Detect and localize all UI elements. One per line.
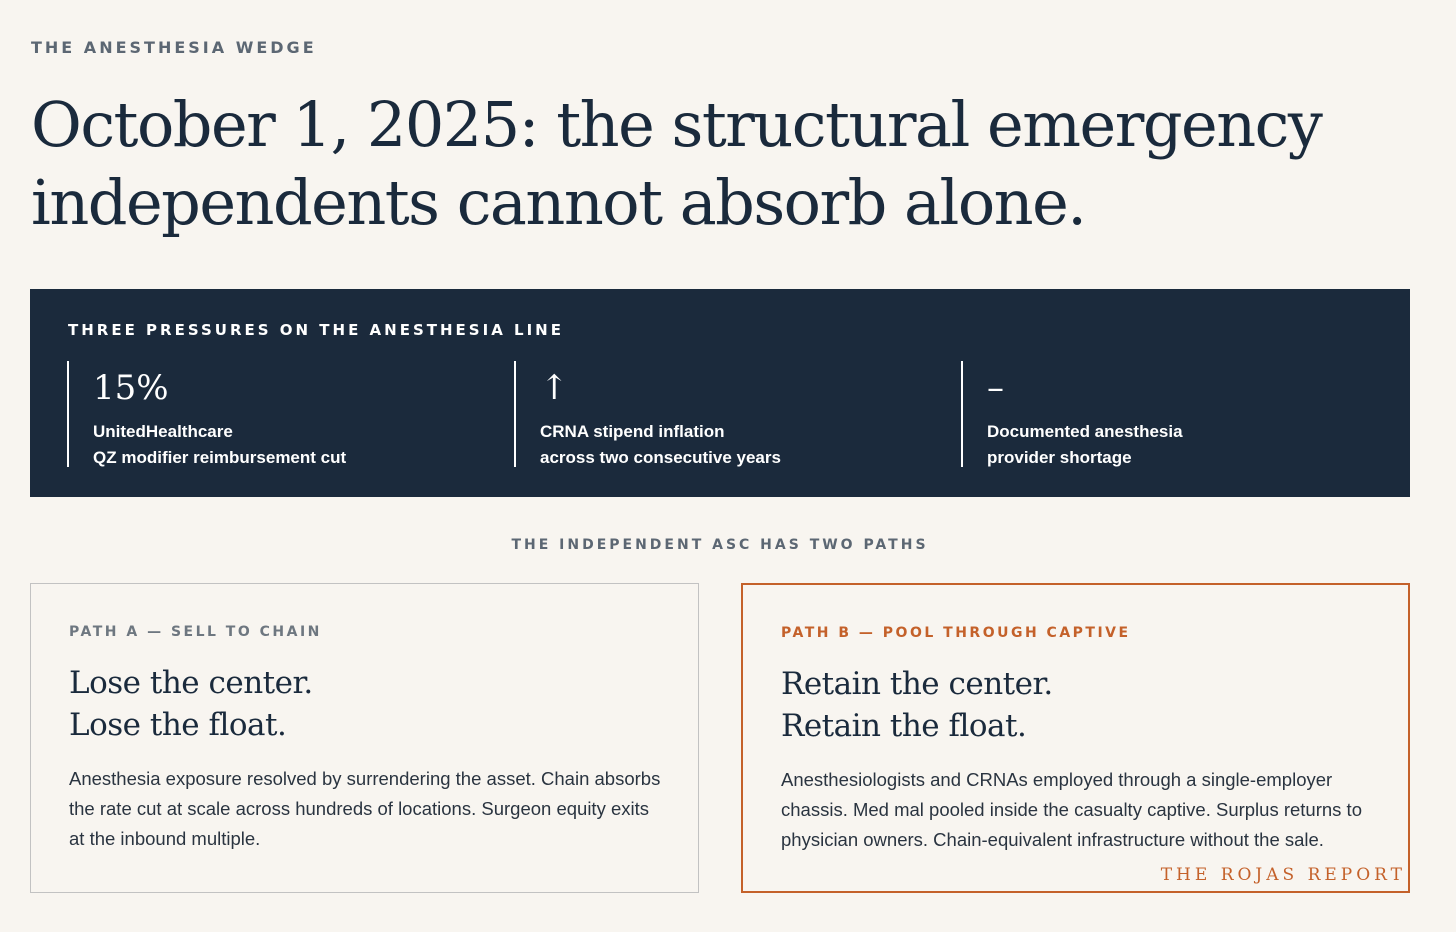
- path-a-label: PATH A — SELL TO CHAIN: [69, 624, 322, 640]
- stat-description-line: QZ modifier reimbursement cut: [93, 448, 347, 467]
- paths-heading: THE INDEPENDENT ASC HAS TWO PATHS: [511, 537, 929, 553]
- stat-description-line: CRNA stipend inflation: [540, 422, 725, 441]
- page-headline: [31, 86, 1331, 242]
- headline-line-1: October 1, 2025: the structural emergency: [31, 88, 1322, 161]
- path-a-card: [30, 583, 699, 893]
- stat-crna-inflation: [514, 361, 934, 467]
- stat-reimbursement-cut: [67, 361, 487, 467]
- path-b-card: [741, 583, 1410, 893]
- stat-provider-shortage: [961, 361, 1381, 467]
- stat-value: 15%: [93, 368, 169, 408]
- path-a-title-line: Lose the center.: [69, 665, 313, 701]
- stat-description: [93, 419, 487, 471]
- pressures-panel: [30, 289, 1410, 497]
- path-b-title-line: Retain the center.: [781, 666, 1053, 702]
- path-a-title-line: Lose the float.: [69, 707, 287, 743]
- stat-description-line: Documented anesthesia: [987, 422, 1183, 441]
- pressures-title: THREE PRESSURES ON THE ANESTHESIA LINE: [68, 321, 564, 339]
- headline-line-2: independents cannot absorb alone.: [31, 166, 1086, 239]
- stat-description-line: across two consecutive years: [540, 448, 781, 467]
- path-b-title: [781, 663, 1053, 747]
- path-a-body: Anesthesia exposure resolved by surrendering the asset. Chain absorbs the rate cut at scale across hundreds of locations. Surgeon equity exits at the inbound multiple.: [69, 768, 661, 849]
- up-arrow-icon: ↑: [540, 368, 569, 408]
- stat-description: [987, 419, 1381, 471]
- stat-description-line: provider shortage: [987, 448, 1132, 467]
- dash-icon: –: [987, 368, 1004, 408]
- section-kicker: THE ANESTHESIA WEDGE: [31, 38, 317, 57]
- path-a-title: [69, 662, 313, 746]
- path-b-title-line: Retain the float.: [781, 708, 1027, 744]
- publication-watermark: THE ROJAS REPORT: [1160, 865, 1406, 885]
- stat-description: [540, 419, 934, 471]
- path-b-label: PATH B — POOL THROUGH CAPTIVE: [781, 625, 1131, 641]
- path-b-body: Anesthesiologists and CRNAs employed through a single-employer chassis. Med mal pooled inside the casualty captive. Surplus returns to physician owners. Chain-equivalent infrastructure without the sale.: [781, 769, 1362, 850]
- stat-description-line: UnitedHealthcare: [93, 422, 233, 441]
